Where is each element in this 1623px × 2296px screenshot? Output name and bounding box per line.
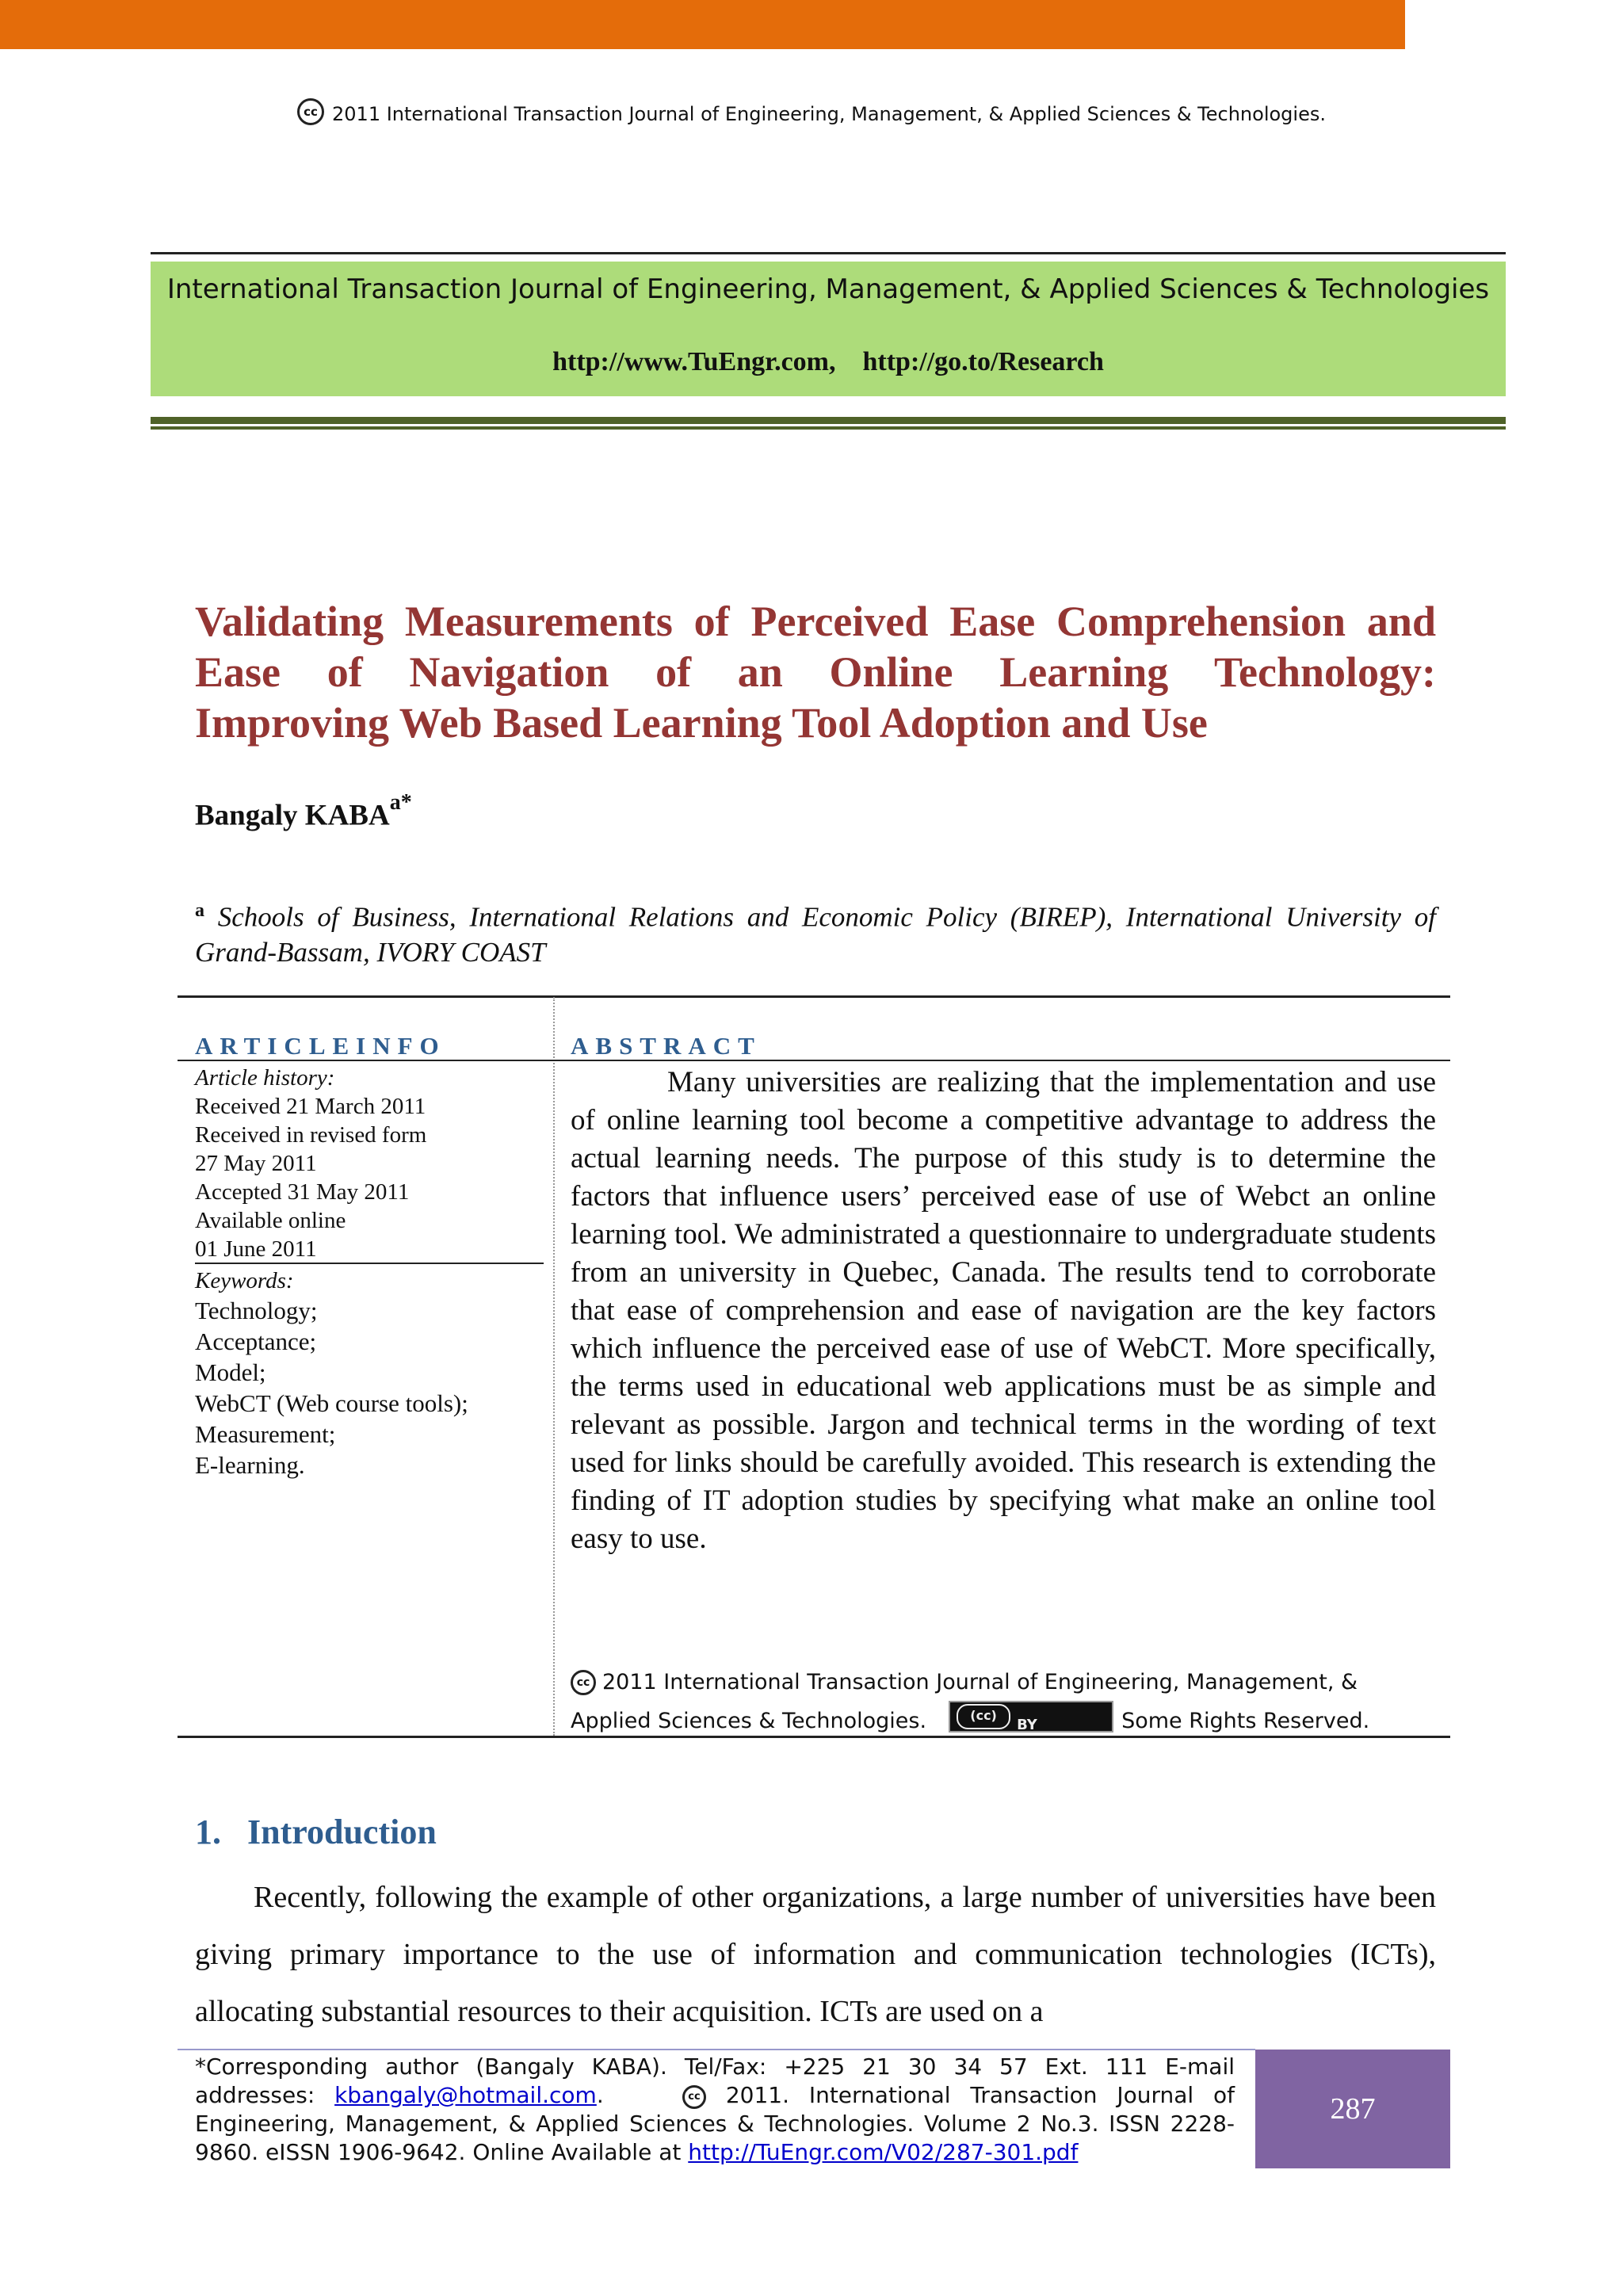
- banner-bottom-rule-thin: [151, 426, 1506, 430]
- paper-title: [195, 596, 1436, 748]
- header-copyright: [0, 98, 1623, 125]
- article-pdf-link[interactable]: http://TuEngr.com/V02/287-301.pdf: [688, 2139, 1079, 2165]
- keyword-item: Measurement;: [195, 1420, 336, 1448]
- introduction-heading: 1. Introduction: [195, 1813, 437, 1851]
- creative-commons-icon: cc: [682, 2085, 706, 2109]
- abstract-copyright-line1: 2011 International Transaction Journal of Engineering, Management, &: [602, 1670, 1358, 1694]
- journal-title: International Transaction Journal of Engineering, Management, & Applied Sciences & Technologies: [166, 273, 1490, 305]
- affiliation-text: Schools of Business, International Relations and Economic Policy (BIREP), International University of Grand-Bassam, IVORY COAST: [195, 901, 1436, 968]
- journal-urls[interactable]: http://www.TuEngr.com, http://go.to/Research: [552, 347, 1104, 376]
- author-superscript: a*: [389, 790, 412, 815]
- page-number: 287: [1255, 2050, 1450, 2168]
- footnote-line1: *Corresponding author (Bangaly KABA). Tel/Fax: +225 21 30 34 57 Ext. 111 E-mail addresses:: [195, 2053, 1235, 2108]
- history-heading: Article history:: [195, 1065, 335, 1091]
- creative-commons-icon: cc: [297, 98, 324, 125]
- keywords: [195, 1266, 468, 1480]
- footnote-copyright-text: 2011. International Transaction Journal of Engineering, Management, & Applied Sciences & Technologies. Volume 2 No.3. ISSN 2228-9860. eISSN 1906-9642. Online Available at: [195, 2082, 1235, 2165]
- rights-reserved: Some Rights Reserved.: [1121, 1709, 1370, 1733]
- author-name: Bangaly KABA: [195, 799, 390, 832]
- header-accent-bar: [0, 0, 1405, 49]
- paper-title-line: Improving Web Based Learning Tool Adoption and Use: [195, 699, 1208, 747]
- paper-title-line: Ease of Navigation of an Online Learning Technology:: [195, 648, 1436, 696]
- abstract-text: Many universities are realizing that the implementation and use of online learning tool become a competitive advantage to address the actual learning needs. The purpose of this study is to determine the factors that influence users’ perceived ease of use of Webct an online learning tool. We administrated a questionnaire to undergraduate students from an university in Quebec, Canada. The results tend to corroborate that ease of comprehension and ease of navigation are the key factors which influence the perceived ease of use of WebCT. More specifically, the terms used in educational web applications must be as simple and relevant as possible. Jargon and technical terms in the wording of text used for links should be carefully avoided. This research is extending the finding of IT adoption studies by specifying what make an online tool easy to use.: [571, 1066, 1436, 1555]
- author-email-link[interactable]: kbangaly@hotmail.com: [334, 2082, 597, 2108]
- history-item: Accepted 31 May 2011: [195, 1179, 410, 1205]
- cc-by-license-badge[interactable]: [949, 1701, 1113, 1733]
- info-box-top-rule: [178, 995, 1450, 998]
- cc-badge-icon: (cc): [957, 1704, 1010, 1729]
- info-box-bottom-rule: [178, 1736, 1450, 1738]
- abstract-copyright: [571, 1664, 1369, 1740]
- keyword-item: WebCT (Web course tools);: [195, 1389, 468, 1417]
- abstract-copyright-line2: Applied Sciences & Technologies.: [571, 1709, 927, 1733]
- history-item: 27 May 2011: [195, 1151, 317, 1176]
- author: [195, 790, 412, 832]
- header-copyright-text: 2011 International Transaction Journal of Engineering, Management, & Applied Sciences & Technologies.: [332, 103, 1326, 125]
- introduction-paragraph: Recently, following the example of other organizations, a large number of universities have been giving primary importance to the use of information and communication technologies (ICTs), allocating substantial resources to their acquisition. ICTs are used on a: [195, 1881, 1436, 2028]
- history-item: Received 21 March 2011: [195, 1094, 426, 1119]
- keyword-item: Technology;: [195, 1297, 318, 1324]
- article-history: [195, 1064, 426, 1263]
- keywords-rule: [195, 1263, 544, 1264]
- info-box-divider: [553, 997, 555, 1736]
- creative-commons-icon: cc: [571, 1670, 596, 1695]
- article-info-label: ARTICLEINFO: [195, 1032, 446, 1060]
- info-header-rule: [178, 1060, 1450, 1061]
- history-item: Received in revised form: [195, 1122, 427, 1148]
- history-item: Available online: [195, 1208, 346, 1233]
- banner-top-rule: [151, 252, 1506, 254]
- keyword-item: Acceptance;: [195, 1328, 317, 1355]
- abstract-label: ABSTRACT: [571, 1032, 762, 1060]
- footnote-rule: [178, 2049, 1255, 2050]
- footnote-period: .: [596, 2082, 604, 2108]
- history-item: 01 June 2011: [195, 1236, 317, 1262]
- paper-title-line: Validating Measurements of Perceived Ease Comprehension and: [195, 598, 1436, 645]
- banner-bottom-rule: [151, 417, 1506, 424]
- affiliation: [195, 893, 1436, 970]
- keywords-heading: Keywords:: [195, 1268, 294, 1293]
- keyword-item: Model;: [195, 1358, 266, 1386]
- by-badge-label: BY: [1017, 1717, 1037, 1733]
- keyword-item: E-learning.: [195, 1451, 305, 1479]
- footnote: [195, 2053, 1235, 2167]
- affiliation-superscript: a: [195, 900, 204, 921]
